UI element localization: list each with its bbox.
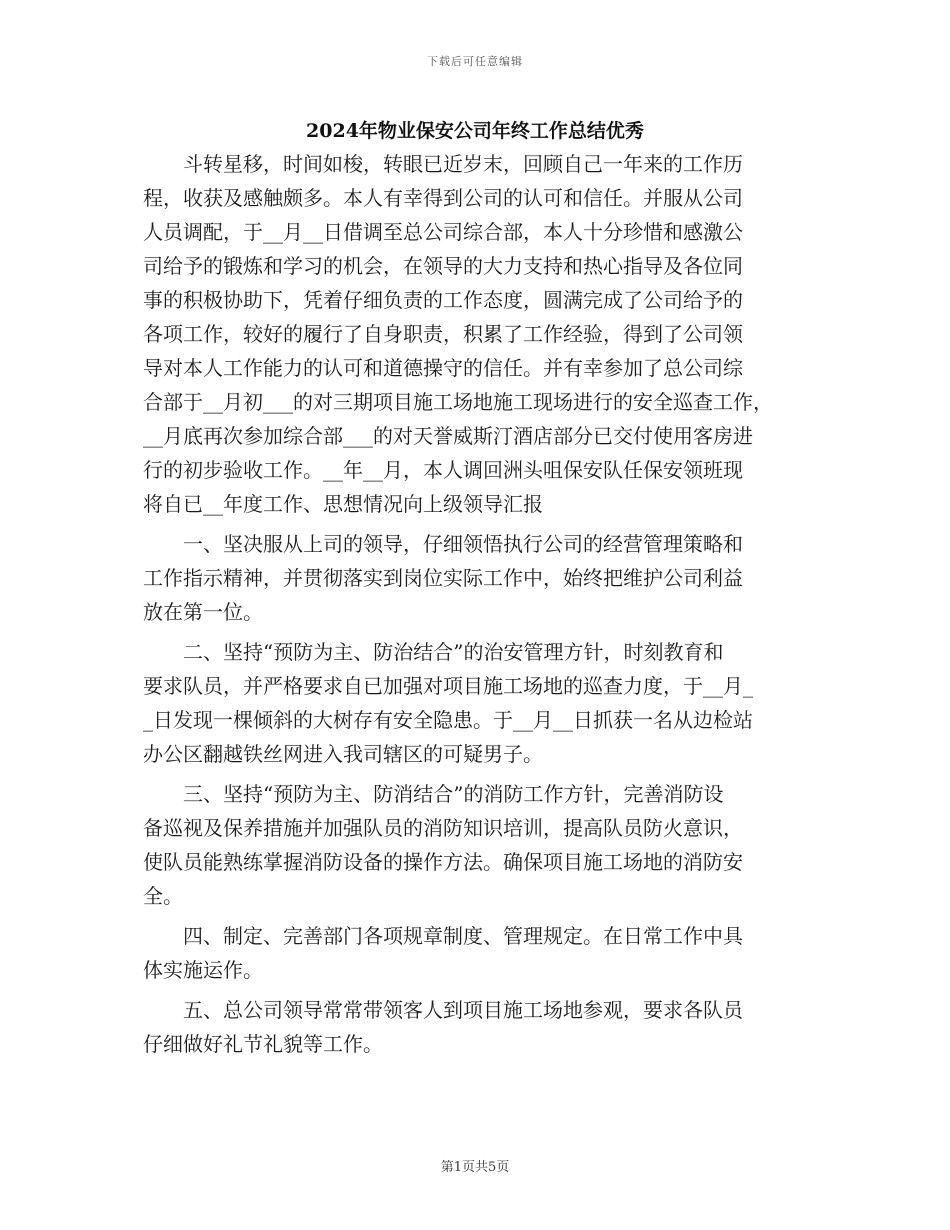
- body-line: __月底再次参加综合部___的对天誉威斯汀酒店部分已交付使用客房进: [143, 424, 753, 448]
- body-line: 事的积极协助下，凭着仔细负责的工作态度，圆满完成了公司给予的: [143, 288, 743, 312]
- page-number: 第1页共5页: [440, 1160, 510, 1175]
- section-4-line: 四、制定、完善部门各项规章制度、管理规定。在日常工作中具: [183, 924, 743, 948]
- body-line: 导对本人工作能力的认可和道德操守的信任。并有幸参加了总公司综: [143, 356, 743, 380]
- document-title: 2024年物业保安公司年终工作总结优秀: [306, 120, 644, 142]
- section-5-line: 仔细做好礼节礼貌等工作。: [143, 1032, 383, 1056]
- section-2-line: 二、坚持“预防为主、防治结合”的治安管理方针，时刻教育和: [183, 640, 724, 664]
- body-line: 程，收获及感触颇多。本人有幸得到公司的认可和信任。并服从公司: [143, 186, 743, 210]
- body-line: 行的初步验收工作。__年__月，本人调回洲头咀保安队任保安领班现: [143, 458, 743, 482]
- section-2-line: 要求队员，并严格要求自已加强对项目施工场地的巡查力度，于__月_: [143, 674, 753, 698]
- section-3-line: 使队员能熟练掌握消防设备的操作方法。确保项目施工场地的消防安: [143, 850, 743, 874]
- body-line: 斗转星移，时间如梭，转眼已近岁末，回顾自己一年来的工作历: [183, 152, 743, 176]
- section-4-line: 体实施运作。: [143, 958, 263, 982]
- body-line: 各项工作，较好的履行了自身职责，积累了工作经验，得到了公司领: [143, 322, 743, 346]
- section-1-line: 工作指示精神，并贯彻落实到岗位实际工作中，始终把维护公司利益: [143, 566, 743, 590]
- section-3-line: 三、坚持“预防为主、防消结合”的消防工作方针，完善消防设: [183, 782, 724, 806]
- body-line: 人员调配，于__月__日借调至总公司综合部，本人十分珍惜和感激公: [143, 220, 743, 244]
- section-5-line: 五、总公司领导常常带领客人到项目施工场地参观，要求各队员: [183, 998, 743, 1022]
- section-1-line: 一、坚决服从上司的领导，仔细领悟执行公司的经营管理策略和: [183, 532, 743, 556]
- body-line: 合部于__月初___的对三期项目施工场地施工现场进行的安全巡查工作，: [143, 390, 773, 414]
- section-3-line: 全。: [143, 884, 183, 908]
- body-line: 将自已__年度工作、思想情况向上级领导汇报: [143, 492, 543, 516]
- section-2-line: 办公区翻越铁丝网进入我司辖区的可疑男子。: [143, 742, 543, 766]
- section-2-line: _日发现一棵倾斜的大树存有安全隐患。于__月__日抓获一名从边检站: [143, 708, 753, 732]
- body-line: 司给予的锻炼和学习的机会，在领导的大力支持和热心指导及各位同: [143, 254, 743, 278]
- document-body: [143, 147, 813, 1061]
- section-1-line: 放在第一位。: [143, 600, 263, 624]
- header-note: 下载后可任意编辑: [427, 55, 523, 68]
- section-3-line: 备巡视及保养措施并加强队员的消防知识培训，提高队员防火意识，: [143, 816, 743, 840]
